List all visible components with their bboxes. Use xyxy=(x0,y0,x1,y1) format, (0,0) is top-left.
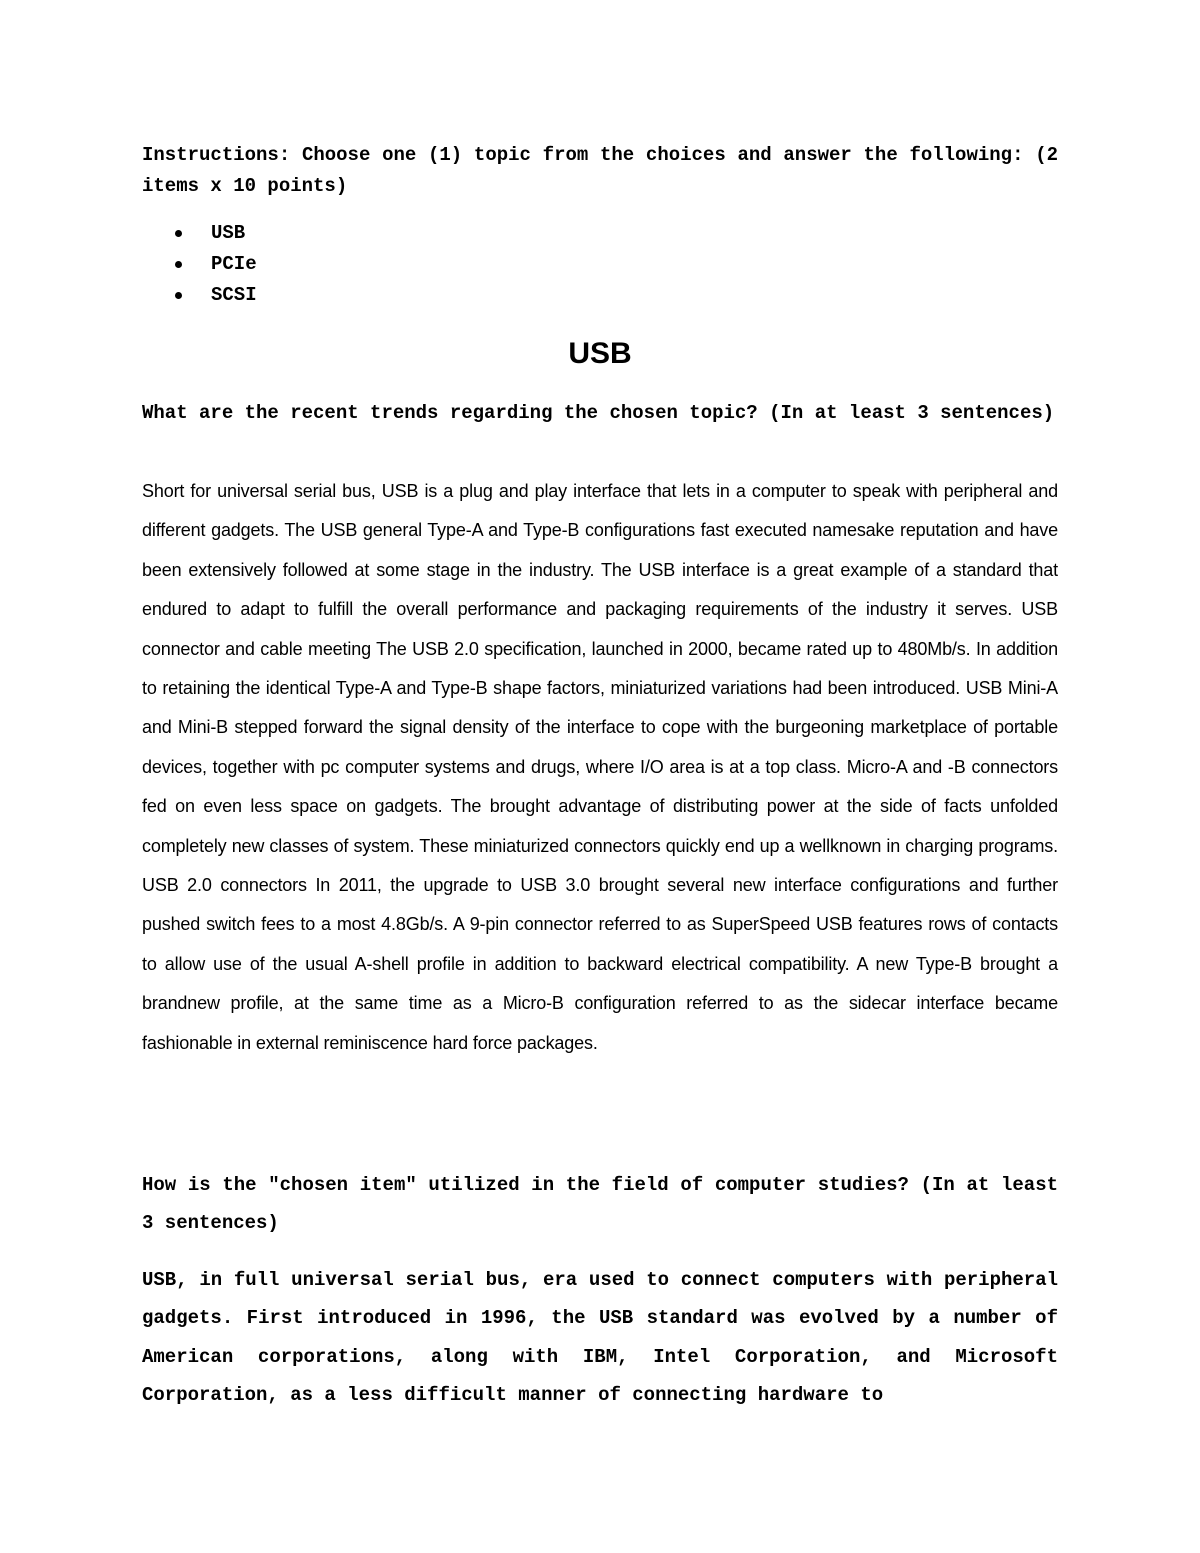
bullet-icon xyxy=(175,292,182,299)
topic-scsi: SCSI xyxy=(211,284,257,306)
bullet-icon xyxy=(175,261,182,268)
section-heading: USB xyxy=(568,337,632,370)
answer-1: Short for universal serial bus, USB is a plug and play interface that lets in a computer to speak with peripheral and different gadgets. The USB general Type-A and Type-B configurations fast executed namesake reputation and have been extensively followed at some stage in the industry. The USB interface is a great example of a standard that endured to adapt to fulfill the overall performance and packaging requirements of the industry it serves. USB connector and cable meeting The USB 2.0 specification, launched in 2000, became rated up to 480Mb/s. In addition to retaining the identical Type-A and Type-B shape factors, miniaturized variations had been introduced. USB Mini-A and Mini-B stepped forward the signal density of the interface to cope with the burgeoning marketplace of portable devices, together with pc computer systems and drugs, where I/O area is at a top class. Micro-A and -B connectors fed on even less space on gadgets. The brought advantage of distributing power at the side of facts unfolded completely new classes of system. These miniaturized connectors quickly end up a wellknown in charging programs. USB 2.0 connectors In 2011, the upgrade to USB 3.0 brought several new interface configurations and further pushed switch fees to a most 4.8Gb/s. A 9-pin connector referred to as SuperSpeed USB features rows of contacts to allow use of the usual A-shell profile in addition to backward electrical compatibility. A new Type-B brought a brandnew profile, at the same time as a Micro-B configuration referred to as the sidecar interface became fashionable in external reminiscence hard force packages. xyxy=(142,481,1058,1053)
topic-usb: USB xyxy=(211,222,246,244)
list-item xyxy=(142,218,1058,249)
answer-2: USB, in full universal serial bus, era used to connect computers with peripheral gadgets. First introduced in 1996, the USB standard was evolved by a number of American corporations, along with IBM, Intel Corporation, and Microsoft Corporation, as a less difficult manner of connecting hardware to xyxy=(142,1269,1058,1406)
question-1: What are the recent trends regarding the chosen topic? (In at least 3 sentences) xyxy=(142,402,1055,424)
topic-list xyxy=(142,218,1058,311)
topic-pcie: PCIe xyxy=(211,253,257,275)
document-page xyxy=(142,0,1058,1553)
bullet-icon xyxy=(175,230,182,237)
list-item xyxy=(142,249,1058,280)
instructions-text: Instructions: Choose one (1) topic from the choices and answer the following: (2 items x 10 points) xyxy=(142,144,1058,197)
list-item xyxy=(142,280,1058,311)
question-2: How is the "chosen item" utilized in the field of computer studies? (In at least 3 sentences) xyxy=(142,1174,1058,1234)
